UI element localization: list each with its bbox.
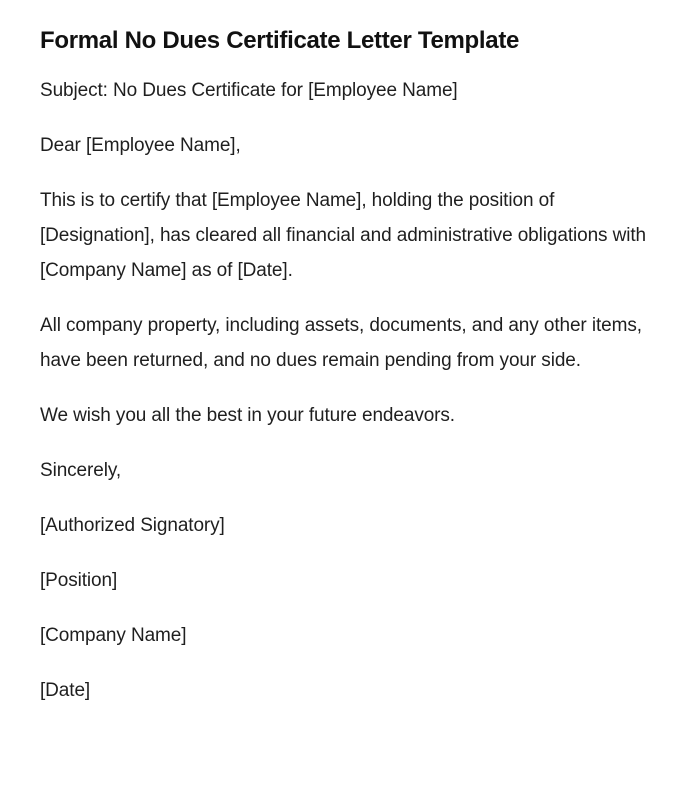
certification-paragraph: This is to certify that [Employee Name], holding the position of [Designation], has cleared all financial and administrative obligations with [Company Name] as of [Date].	[40, 190, 647, 281]
well-wishes-paragraph: We wish you all the best in your future endeavors.	[40, 405, 455, 426]
signatory-company: [Company Name]	[40, 625, 187, 646]
signature-date: [Date]	[40, 680, 91, 701]
property-returned-paragraph: All company property, including assets, documents, and any other items, have been returned, and no dues remain pending from your side.	[40, 315, 642, 371]
subject-line: Subject: No Dues Certificate for [Employee Name]	[40, 80, 458, 101]
salutation: Dear [Employee Name],	[40, 135, 241, 156]
signatory-position: [Position]	[40, 570, 118, 591]
signatory-name: [Authorized Signatory]	[40, 515, 225, 536]
document-title: Formal No Dues Certificate Letter Template	[40, 27, 520, 54]
closing: Sincerely,	[40, 460, 122, 481]
